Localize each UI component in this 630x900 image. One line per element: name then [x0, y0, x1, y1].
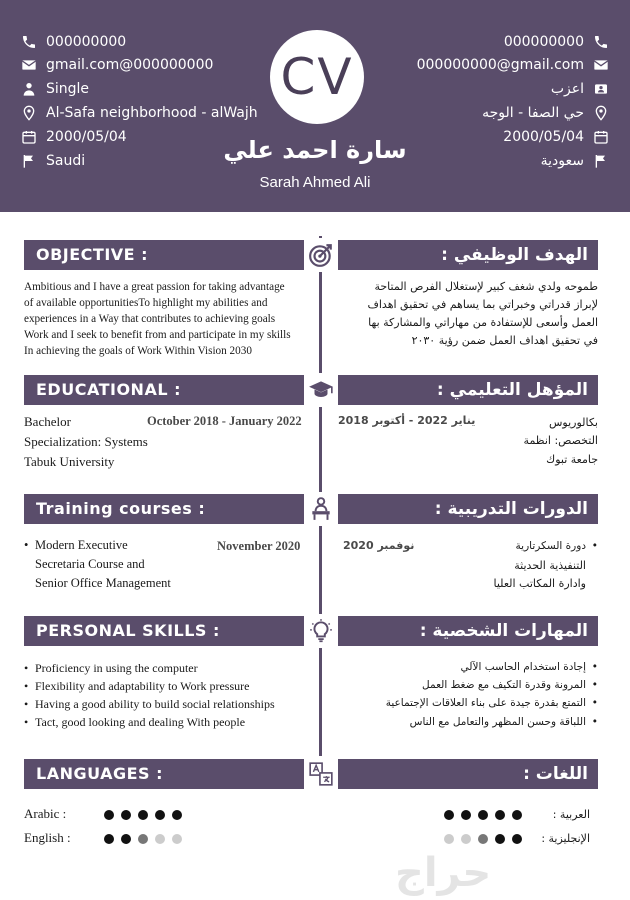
- education-degree-en: Bachelor: [24, 414, 71, 429]
- training-line-en: Secretaria Course and: [35, 557, 145, 571]
- rating-dot: [512, 834, 522, 844]
- status-text: Single: [46, 81, 90, 97]
- skill-item-ar: • إجادة استخدام الحاسب الآلي: [461, 661, 598, 673]
- graduation-cap-icon: [304, 373, 338, 407]
- id-card-icon: [592, 80, 610, 98]
- objective-text-ar: [338, 278, 598, 350]
- training-date-ar: نوفمبر 2020: [343, 539, 415, 552]
- contact-address-ar: [482, 102, 610, 124]
- training-line-ar: وادارة المكاتب العليا: [493, 577, 586, 590]
- nationality-text: Saudi: [46, 153, 86, 169]
- cv-logo: CV: [270, 30, 364, 124]
- education-specialization-en: Specialization: Systems: [24, 434, 148, 449]
- skill-item-ar: • التمتع بقدرة جيدة على بناء العلاقات الإجتماعية: [386, 697, 598, 709]
- email-text: gmail.com@000000000: [46, 57, 214, 73]
- rating-dot: [478, 834, 488, 844]
- rating-dot: [478, 810, 488, 820]
- rating-dot: [512, 810, 522, 820]
- address-text: Al-Safa neighborhood - alWajh: [46, 105, 258, 121]
- birth-date-text: 2000/05/04: [46, 129, 127, 145]
- training-line-en: Senior Office Management: [35, 576, 171, 590]
- objective-line: Work and I seek to benefit from and participate in my skills: [24, 329, 291, 341]
- objective-line: In achieving the goals of Work Within Vision 2030: [24, 345, 252, 357]
- target-icon: [304, 238, 338, 272]
- training-line-ar: التنفيذية الحديثة: [514, 559, 586, 572]
- objective-title-en: OBJECTIVE :: [36, 245, 149, 264]
- contact-phone-ar: [504, 31, 610, 53]
- skill-item-en: • Proficiency in using the computer: [24, 661, 198, 676]
- phone-text: 000000000: [46, 34, 127, 50]
- training-line-ar: • دورة السكرتارية: [516, 540, 598, 552]
- rating-dot: [495, 834, 505, 844]
- watermark-logo: حراج: [395, 850, 492, 896]
- language-label-en: Arabic :: [24, 806, 67, 821]
- phone-icon: [20, 33, 38, 51]
- education-specialization-ar: التخصص: انظمة: [523, 434, 598, 447]
- language-rating-ar: [444, 810, 522, 820]
- skill-item-ar: • المرونة وقدرة التكيف مع ضغط العمل: [422, 679, 598, 691]
- objective-header: [24, 240, 598, 270]
- contact-phone-en: [20, 31, 126, 53]
- email-text: 000000000@gmail.com: [416, 57, 584, 73]
- lightbulb-icon: [304, 614, 338, 648]
- education-university-en: Tabuk University: [24, 454, 115, 469]
- language-label-ar: الإنجليزية :: [541, 832, 590, 845]
- contact-email-en: [20, 54, 213, 76]
- objective-line: experiences in a Way that contributes to achieving goals: [24, 313, 276, 325]
- training-date-en: November 2020: [217, 539, 301, 553]
- skills-header: [24, 616, 598, 646]
- mail-icon: [20, 56, 38, 74]
- rating-dot: [104, 834, 114, 844]
- language-rating-en: [104, 810, 182, 820]
- languages-header: [24, 759, 598, 789]
- education-date-ar: يناير 2022 - أكتوبر 2018: [338, 414, 476, 427]
- education-title-en: EDUCATIONAL :: [36, 380, 181, 399]
- objective-line: طموحه ولدي شغف كبير لإستغلال الفرص المتاحة: [374, 280, 598, 293]
- rating-dot: [495, 810, 505, 820]
- location-pin-icon: [592, 104, 610, 122]
- rating-dot: [461, 834, 471, 844]
- translate-icon: [304, 757, 338, 791]
- skill-item-ar: • اللباقة وحسن المظهر والتعامل مع الناس: [410, 716, 598, 728]
- language-rating-ar: [444, 834, 522, 844]
- skills-title-ar: المهارات الشخصية :: [419, 621, 588, 641]
- languages-title-en: LANGUAGES :: [36, 764, 164, 783]
- education-header: [24, 375, 598, 405]
- training-title-en: Training courses :: [36, 499, 206, 518]
- objective-line: Ambitious and I have a great passion for taking advantage: [24, 281, 285, 293]
- contact-status-en: [20, 78, 89, 100]
- nationality-text: سعودية: [540, 153, 584, 169]
- name-arabic: سارة احمد علي: [223, 136, 407, 164]
- objective-title-ar: الهدف الوظيفي :: [441, 245, 588, 265]
- location-pin-icon: [20, 104, 38, 122]
- rating-dot: [461, 810, 471, 820]
- rating-dot: [172, 810, 182, 820]
- phone-text: 000000000: [503, 34, 584, 50]
- language-rating-en: [104, 834, 182, 844]
- rating-dot: [138, 834, 148, 844]
- language-label-ar: العربية :: [552, 808, 590, 821]
- rating-dot: [444, 834, 454, 844]
- training-title-ar: الدورات التدريبية :: [434, 499, 588, 519]
- phone-icon: [592, 33, 610, 51]
- contact-email-ar: [417, 54, 610, 76]
- skill-item-en: • Flexibility and adaptability to Work pressure: [24, 679, 249, 694]
- rating-dot: [444, 810, 454, 820]
- rating-dot: [155, 810, 165, 820]
- education-university-ar: جامعة تبوك: [546, 453, 598, 466]
- contact-status-ar: [551, 78, 610, 100]
- name-english: Sarah Ahmed Ali: [259, 174, 371, 191]
- presentation-icon: [304, 492, 338, 526]
- education-title-ar: المؤهل التعليمي :: [436, 380, 588, 400]
- objective-line: لإبراز قدراتي وخبراتي بما يساهم في تحقيق اهداف: [367, 298, 598, 311]
- mail-icon: [592, 56, 610, 74]
- rating-dot: [104, 810, 114, 820]
- birth-date-text: 2000/05/04: [503, 129, 584, 145]
- header-banner: [0, 0, 630, 212]
- rating-dot: [172, 834, 182, 844]
- rating-dot: [121, 834, 131, 844]
- language-label-en: English :: [24, 830, 71, 845]
- objective-line: of available opportunitiesTo highlight my abilities and: [24, 297, 268, 309]
- skills-title-en: PERSONAL SKILLS :: [36, 621, 220, 640]
- objective-line: في تحقيق اهداف العمل ضمن رؤية ٢٠٣٠: [411, 334, 598, 347]
- address-text: حي الصفا - الوجه: [482, 105, 584, 121]
- skill-item-en: • Tact, good looking and dealing With people: [24, 715, 245, 730]
- rating-dot: [138, 810, 148, 820]
- training-header: [24, 494, 598, 524]
- objective-text-en: [24, 279, 314, 359]
- training-line-en: • Modern Executive: [24, 538, 128, 553]
- status-text: اعزب: [550, 81, 584, 97]
- languages-title-ar: اللغات :: [523, 764, 588, 784]
- rating-dot: [121, 810, 131, 820]
- person-icon: [20, 80, 38, 98]
- education-degree-ar: بكالوريوس: [548, 416, 598, 429]
- rating-dot: [155, 834, 165, 844]
- contact-address-en: [20, 102, 258, 124]
- skill-item-en: • Having a good ability to build social relationships: [24, 697, 275, 712]
- education-date-en: October 2018 - January 2022: [147, 414, 302, 428]
- objective-line: العمل وأسعى للإستفادة من مهاراتي والمشاركة بها: [368, 316, 598, 329]
